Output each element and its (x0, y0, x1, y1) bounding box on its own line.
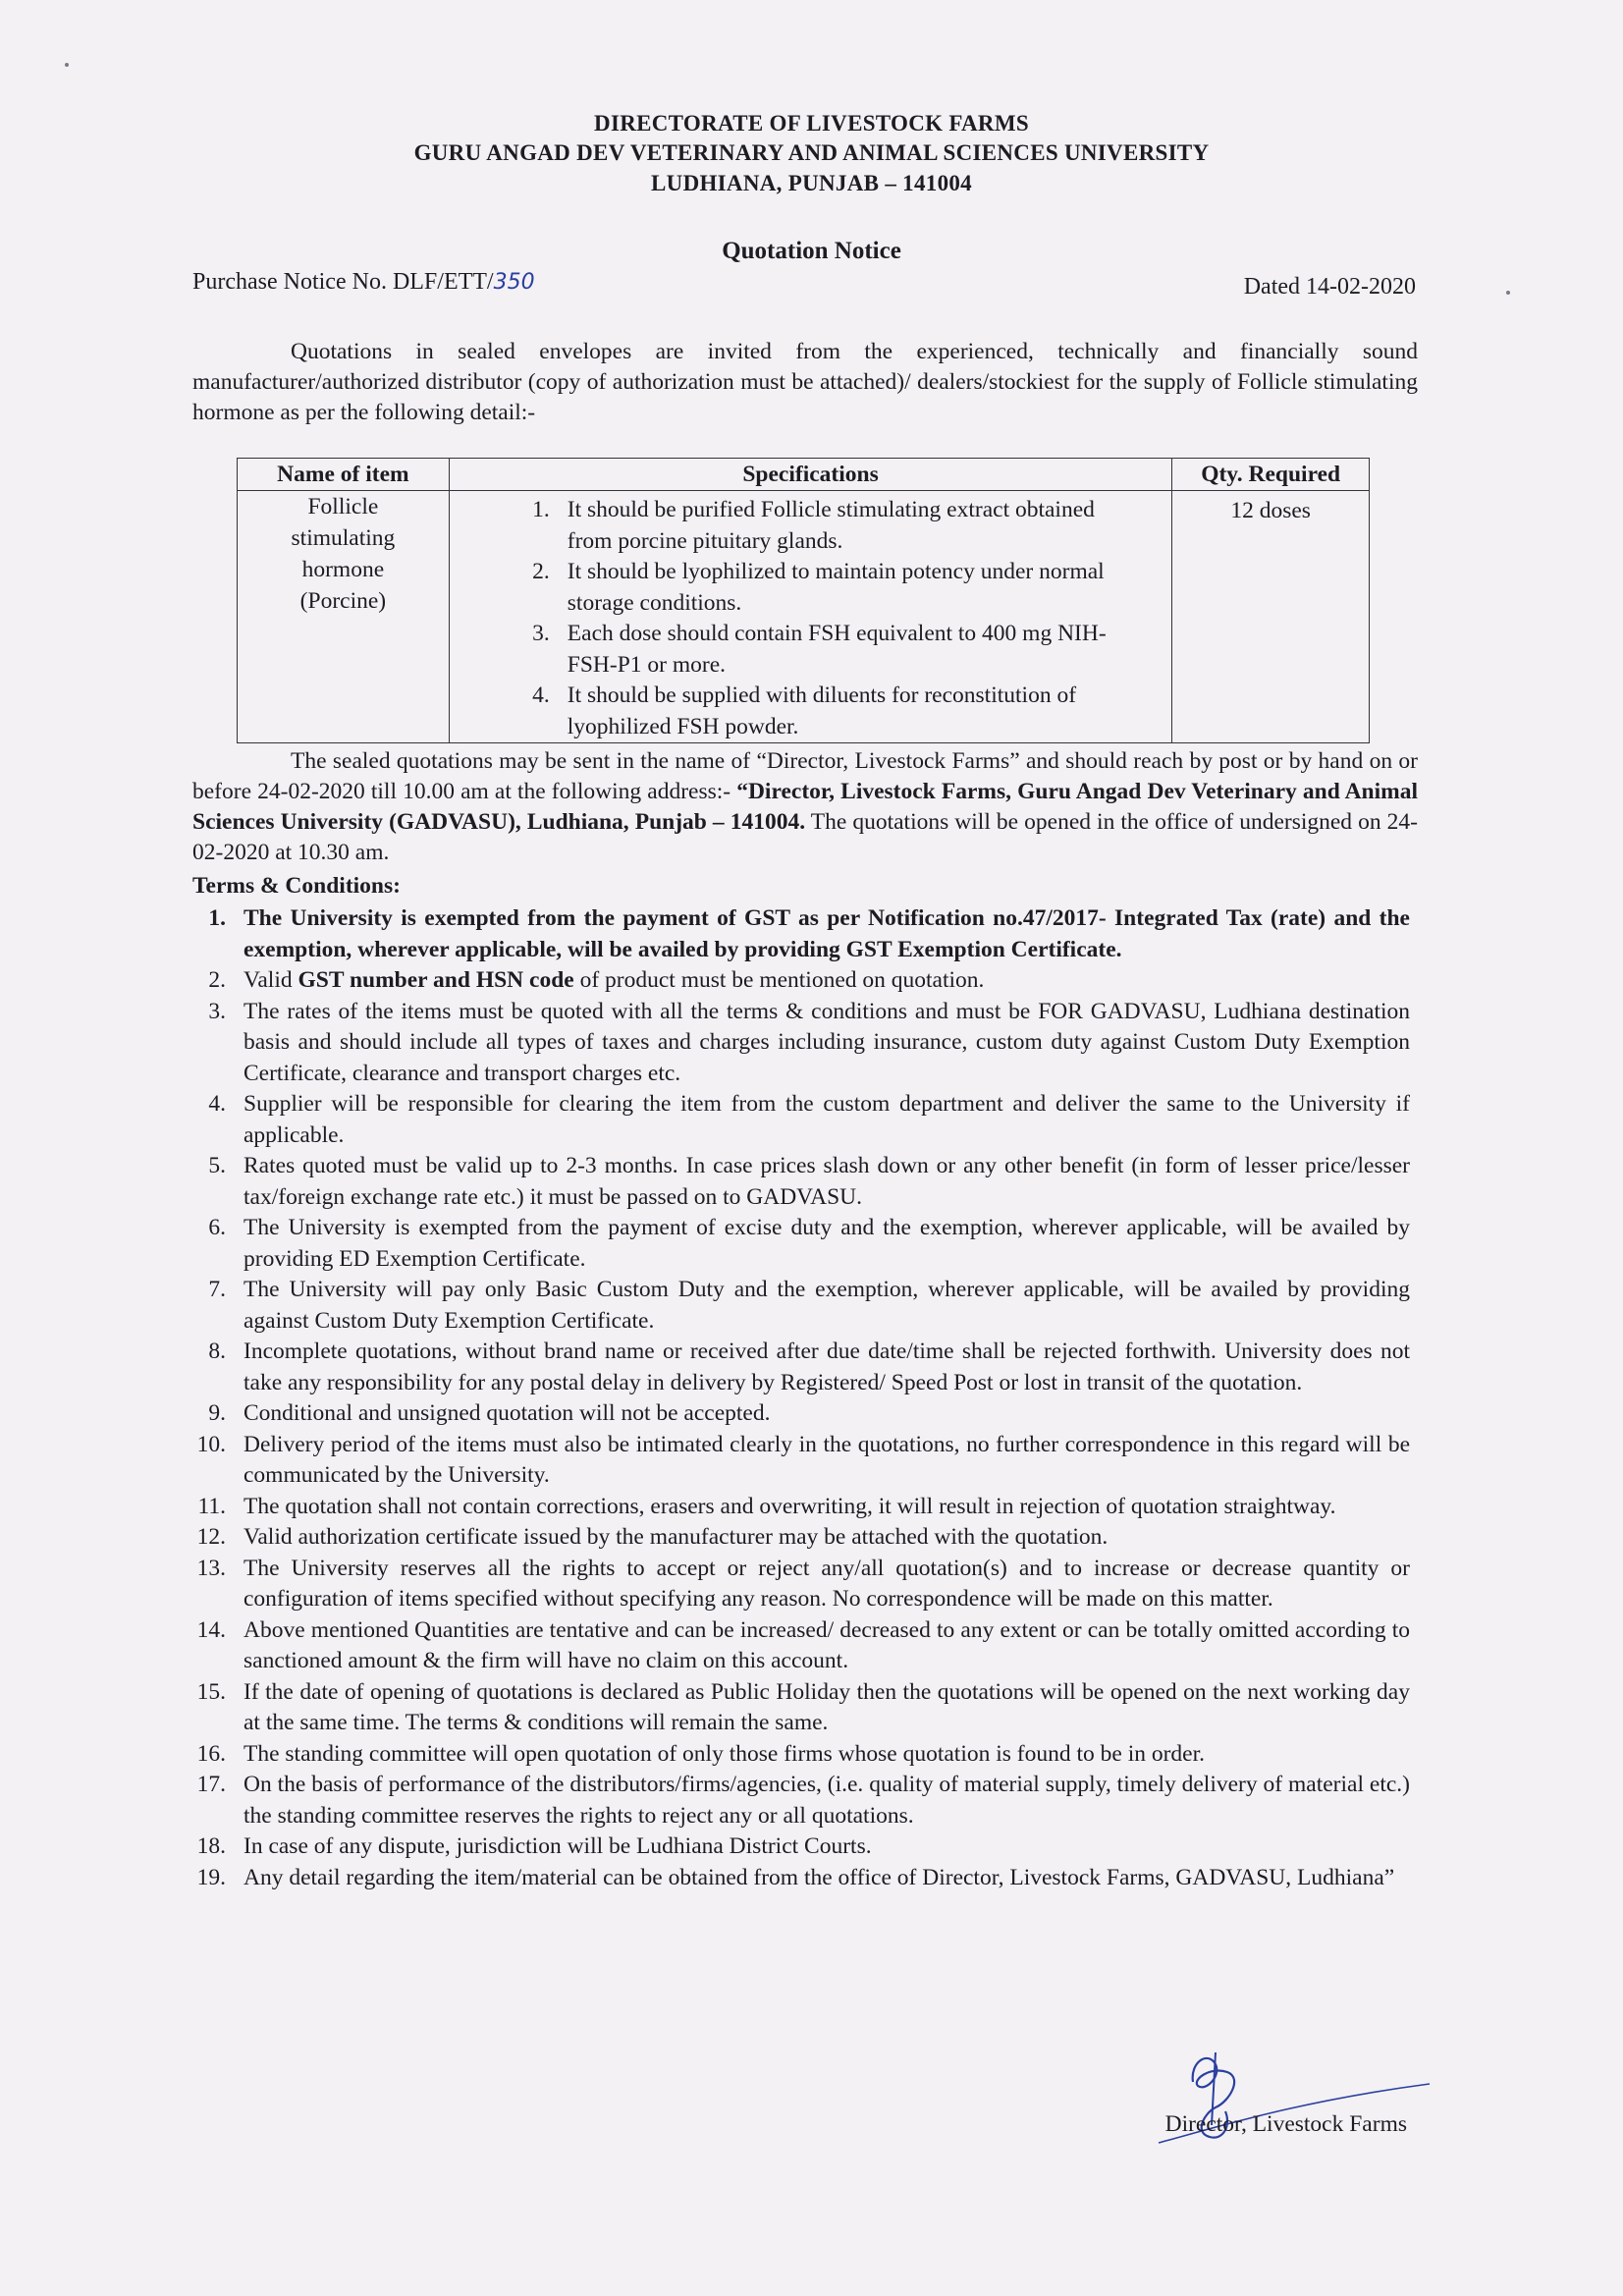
term-item: 4. Supplier will be responsible for clearing the item from the custom department and deliver the same to the University if applicable. (208, 1091, 1410, 1148)
signatory-designation: Director, Livestock Farms (1164, 2111, 1407, 2137)
term-item: 16. The standing committee will open quotation of only those firms whose quotation is found to be in order. (196, 1740, 1206, 1767)
term-item: 17. On the basis of performance of the distributors/firms/agencies, (i.e. quality of material supply, timely delivery of material etc.) the standing committee reserves the rights to reject any or all quotations. (196, 1772, 1410, 1829)
term-item: 14. Above mentioned Quantities are tentative and can be increased/ decreased to any extent or can be totally omitted according to sanctioned amount & the firm will have no claim on this account. (196, 1616, 1410, 1673)
intro-text: Quotations in sealed envelopes are invited from the experienced, technically and financially sound manufacturer/authorized distributor (copy of authorization must be attached)/ dealers/stockiest for the supply of Follicle stimulating hormone as per the following detail:- (192, 339, 1418, 425)
items-table (237, 458, 1370, 743)
submission-address: “Director, Livestock Farms, Guru Angad Dev Veterinary and Animal Sciences University (GADVASU), Ludhiana, Punjab – 141004. (192, 779, 1418, 835)
qty-cell: 12 doses (1172, 491, 1370, 743)
opening-info: The quotations will be opened in the office of undersigned on 24-02-2020 at 10.30 am. (192, 809, 1418, 865)
spec-list (450, 491, 1172, 742)
header-address: LUDHIANA, PUNJAB – 141004 (651, 171, 972, 195)
table-header-row (238, 459, 1370, 491)
spec-item: 2. It should be lyophilized to maintain potency under normal storage conditions. (532, 559, 1105, 616)
notice-number-label: Purchase Notice No. DLF/ETT/ (192, 269, 494, 295)
purchase-notice-number (192, 269, 535, 296)
term-item: 8. Incomplete quotations, without brand name or received after due date/time shall be rejected forthwith. University does not take any responsibility for any postal delay in delivery by Registered/ Speed Post or lost in transit of the quotation. (208, 1339, 1410, 1395)
scan-speck (65, 63, 69, 67)
header-university: GURU ANGAD DEV VETERINARY AND ANIMAL SCIENCES UNIVERSITY (413, 140, 1210, 165)
spec-item: 4. It should be supplied with diluents for reconstitution of lyophilized FSH powder. (532, 683, 1077, 739)
item-name: Follicle stimulating hormone (Porcine) (291, 494, 396, 614)
intro-paragraph (192, 337, 1418, 428)
term-item: 13. The University reserves all the rights to accept or reject any/all quotation(s) and to increase or decrease quantity or configuration of items specified without specifying any reason. No correspondence will be made on this matter. (196, 1555, 1410, 1612)
handwritten-notice-number: 350 (493, 270, 535, 295)
term-item: 1. The University is exempted from the payment of GST as per Notification no.47/2017- Integrated Tax (rate) and the exemption, wherever applicable, will be availed by providing GST Exemption Certificate. (208, 905, 1410, 962)
term-item: 19. Any detail regarding the item/material can be obtained from the office of Director, Livestock Farms, GADVASU, Ludhiana” (196, 1864, 1395, 1890)
header-name-of-item: Name of item (238, 459, 450, 491)
item-name-cell (238, 491, 450, 743)
term-item: 5. Rates quoted must be valid up to 2-3 months. In case prices slash down or any other benefit (in form of lesser price/lesser tax/foreign exchange rate etc.) it must be passed on to GADVASU. (208, 1153, 1410, 1210)
term-item: 15. If the date of opening of quotations is declared as Public Holiday then the quotations will be opened on the next working day at the same time. The terms & conditions will remain the same. (196, 1678, 1410, 1735)
header-specifications: Specifications (449, 459, 1172, 491)
term-item: 18. In case of any dispute, jurisdiction will be Ludhiana District Courts. (196, 1833, 872, 1859)
header-directorate: DIRECTORATE OF LIVESTOCK FARMS (594, 111, 1029, 136)
term-item: 11. The quotation shall not contain corrections, erasers and overwriting, it will result in rejection of quotation straightway. (197, 1493, 1336, 1519)
term-item: 10. Delivery period of the items must also be intimated clearly in the quotations, no further correspondence in this regard will be communicated by the University. (196, 1431, 1410, 1488)
submission-paragraph (192, 746, 1418, 868)
term-item: 7. The University will pay only Basic Custom Duty and the exemption, wherever applicable, will be availed by providing against Custom Duty Exemption Certificate. (208, 1277, 1410, 1334)
header-qty-required: Qty. Required (1172, 459, 1370, 491)
notice-title: Quotation Notice (722, 238, 901, 264)
spec-item: 1. It should be purified Follicle stimulating extract obtained from porcine pituitary glands. (532, 497, 1095, 554)
terms-heading: Terms & Conditions: (192, 873, 401, 899)
term-item: 6. The University is exempted from the payment of excise duty and the exemption, wherever applicable, will be availed by providing ED Exemption Certificate. (208, 1215, 1410, 1272)
specifications-cell (449, 491, 1172, 743)
term-item: 3. The rates of the items must be quoted with all the terms & conditions and must be FOR GADVASU, Ludhiana destination basis and should include all types of taxes and charges including insurance, custom duty against Custom Duty Exemption Certificate, clearance and transport charges etc. (208, 998, 1410, 1086)
scan-speck (1506, 291, 1510, 295)
table-row (238, 491, 1370, 743)
term-item: 9. Conditional and unsigned quotation will not be accepted. (208, 1400, 771, 1426)
submission-text: The sealed quotations may be sent in the name of “Director, Livestock Farms” and should reach by post or by hand on or before 24-02-2020 till 10.00 am at the following address:- (192, 748, 1418, 804)
spec-item: 3. Each dose should contain FSH equivalent to 400 mg NIH-FSH-P1 or more. (532, 621, 1107, 678)
terms-list (192, 903, 1410, 1893)
notice-date: Dated 14-02-2020 (1243, 274, 1416, 300)
term-item: 2. Valid GST number and HSN code of product must be mentioned on quotation. (208, 967, 985, 993)
term-item: 12. Valid authorization certificate issued by the manufacturer may be attached with the quotation. (196, 1524, 1109, 1550)
